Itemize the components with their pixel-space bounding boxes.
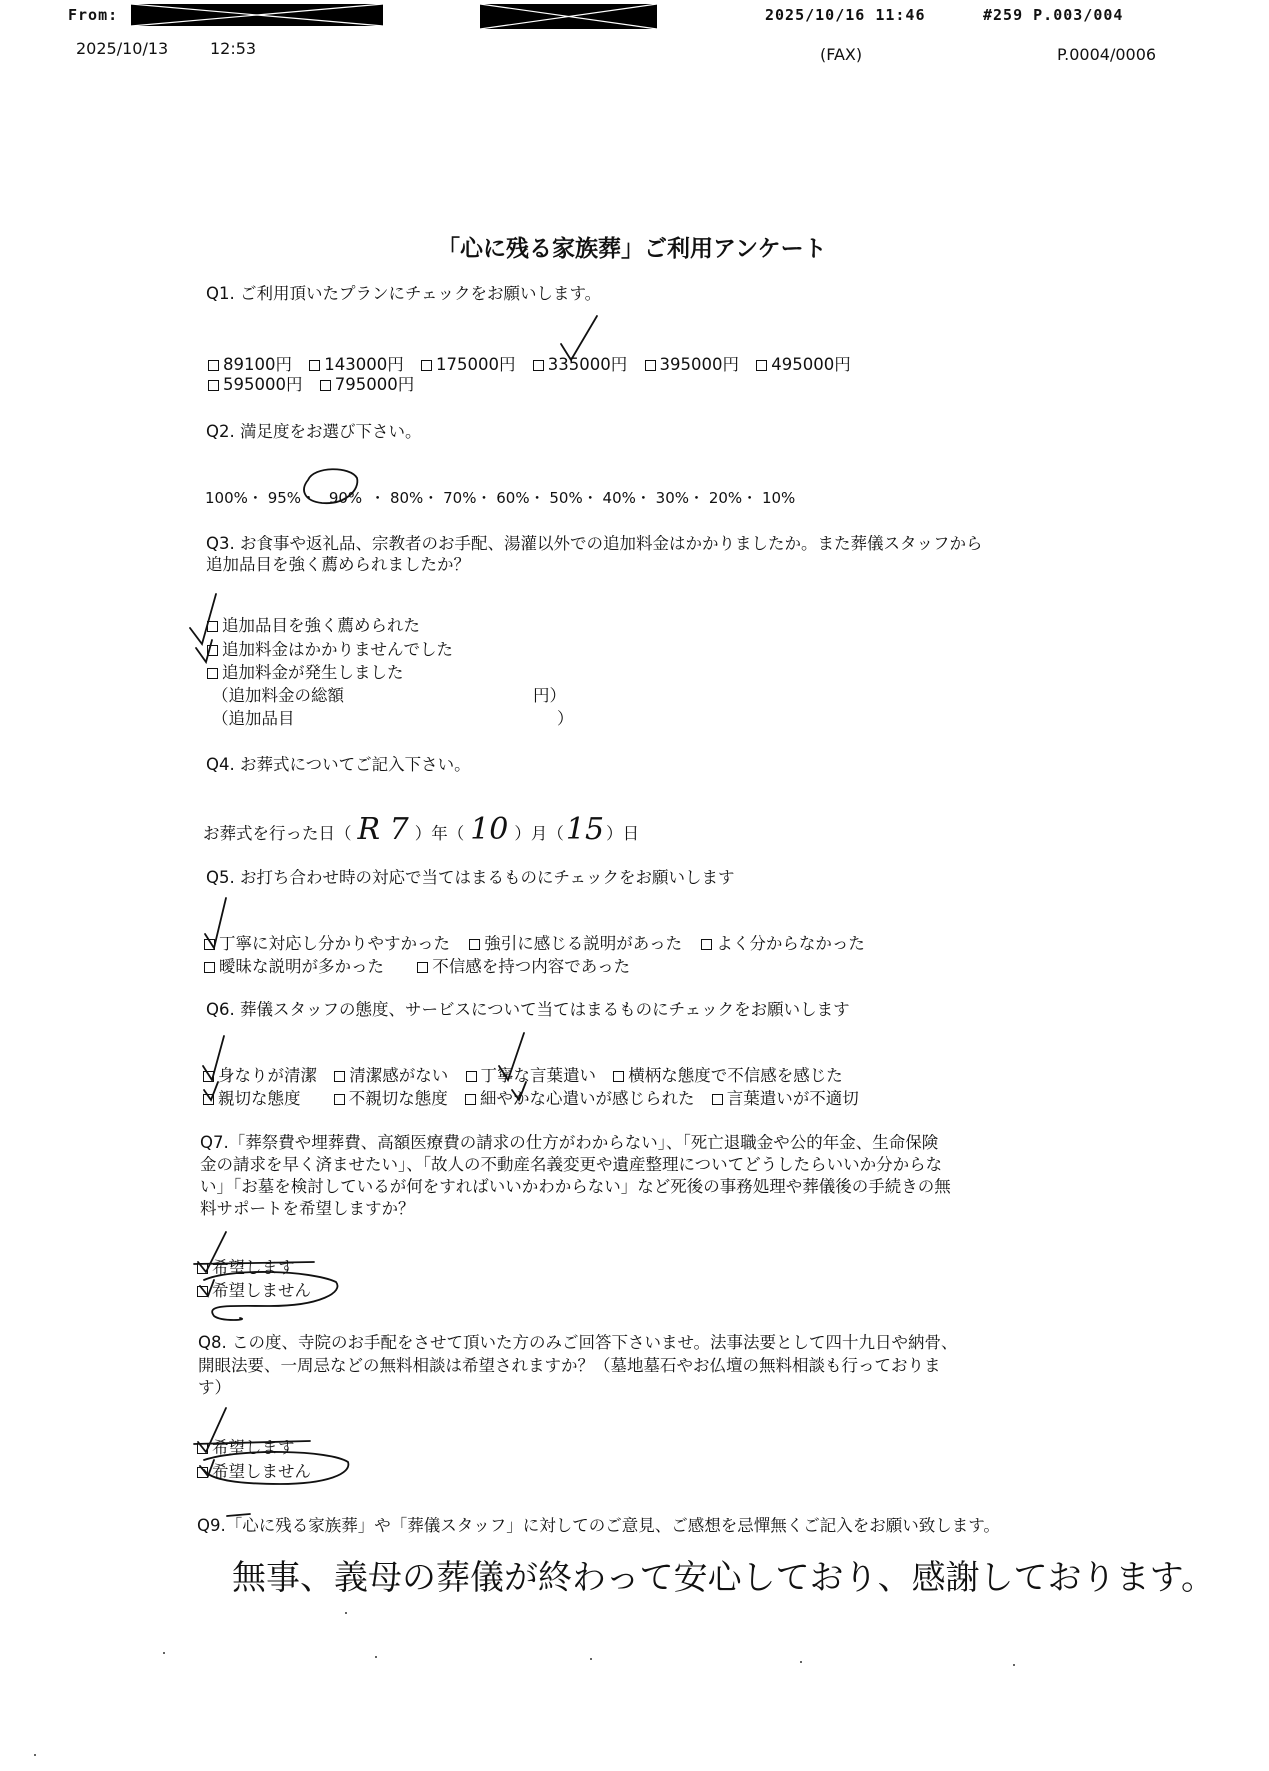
q9-question: Q9.「心に残る家族葬」や「葬儀スタッフ」に対してのご意見、ご感想を忌憚無くご記入をお願い致します。 [197,1516,1000,1535]
q3-option-checked[interactable]: 追加品目を強く薦められた [207,612,420,636]
check-mark-icon [499,1033,524,1080]
check-mark-icon [198,1408,226,1452]
fax-label: (FAX) [820,45,863,64]
check-mark-icon [205,898,226,948]
q6-option[interactable]: 言葉遣いが不適切 [712,1089,859,1108]
scan-speck [345,1612,347,1614]
check-mark-icon [203,1036,224,1080]
scan-speck [163,1652,165,1654]
check-mark-icon [190,594,216,644]
strike-line-icon [227,1514,250,1516]
q2-option[interactable]: 95% [267,489,302,507]
q6-option[interactable]: 横柄な態度で不信感を感じた [613,1066,843,1085]
scan-speck [34,1754,36,1756]
q3-items-suffix: ） [557,709,574,728]
q7-question-line3: い」「お墓を検討しているが何をすればいいかわからない」など死後の事務処理や葬儀後の手続きの無 [200,1177,951,1196]
q3-total-suffix: 円） [533,686,566,705]
q8-question-line2: 開眼法要、一周忌などの無料相談は希望されますか？（墓地墓石やお仏壇の無料相談も行っておりま [198,1356,941,1375]
q3-question-line2: 追加品目を強く薦められましたか？ [206,555,470,574]
circle-mark-icon [304,469,357,503]
q7-question-line1: Q7.「葬祭費や埋葬費、高額医療費の請求の仕方がわからない」、「死亡退職金や公的年金、生命保険 [200,1133,939,1152]
q2-option[interactable]: 40% [602,489,636,507]
q6-option-checked[interactable]: 細やかな心遣いが感じられた [465,1089,695,1108]
q3-question-line1: Q3. お食事や返礼品、宗教者のお手配、湯灌以外での追加料金はかかりましたか。また葬儀スタッフから [206,534,983,553]
q7-question-line4: 料サポートを希望しますか？ [200,1199,415,1218]
q1-option[interactable]: 175000円 [421,355,516,374]
q2-option-selected[interactable]: 90% [328,489,363,507]
q2-question: Q2. 満足度をお選び下さい。 [206,422,422,441]
q4-year-value[interactable]: R 7 [357,812,409,847]
q1-option[interactable]: 89100円 [208,355,292,374]
q8-question-line1: Q8. この度、寺院のお手配をさせて頂いた方のみご回答下さいませ。法事法要として四十九日や納骨、 [198,1333,958,1352]
q1-option[interactable]: 495000円 [756,355,851,374]
q3-items-label: （追加品目 [212,709,295,728]
q5-option[interactable]: 不信感を持つ内容であった [417,957,630,976]
q2-scale: 100%・ 95%・ 90% ・ 80%・ 70%・ 60%・ 50%・ 40%・ 30%・ 20%・ 10% [205,489,796,507]
check-mark-icon [204,1082,218,1100]
q6-option-checked[interactable]: 親切な態度 [203,1089,301,1108]
q3-total-label: （追加料金の総額 [212,686,344,705]
q8-option-selected[interactable]: 希望しません [197,1458,311,1482]
q2-option[interactable]: 10% [761,489,796,507]
q8-option[interactable]: 希望します [197,1434,295,1458]
q4-day-value[interactable]: 15 [565,812,605,847]
q2-option[interactable]: 20% [708,489,743,507]
q7-option[interactable]: 希望します [197,1254,295,1278]
scan-speck [1013,1664,1015,1666]
check-mark-icon [200,1280,214,1296]
q1-question: Q1. ご利用頂いたプランにチェックをお願いします。 [206,284,602,303]
q6-option[interactable]: 不親切な態度 [334,1089,448,1108]
sub-page-info: P.0004/0006 [1057,45,1157,64]
q2-option[interactable]: 50% [549,489,583,507]
q4-month-value[interactable]: 10 [470,812,509,847]
q5-option[interactable]: よく分からなかった [701,934,865,953]
q5-option-checked[interactable]: 丁寧に対応し分かりやすかった [204,934,450,953]
circle-mark-icon [204,1452,348,1484]
fax-received-datetime: 2025/10/16 11:46 [765,6,926,24]
q1-option[interactable]: 595000円 [208,375,303,394]
strike-line-icon [194,1262,314,1264]
q4-question: Q4. お葬式についてご記入下さい。 [206,755,471,774]
q5-option[interactable]: 曖昧な説明が多かった [204,957,384,976]
q6-option-checked[interactable]: 丁寧な言葉遣い [466,1066,597,1085]
q5-option[interactable]: 強引に感じる説明があった [469,934,682,953]
q5-question: Q5. お打ち合わせ時の対応で当てはまるものにチェックをお願いします [206,868,735,887]
check-mark-icon [561,316,597,360]
circle-mark-icon [204,1272,338,1320]
q3-option[interactable]: 追加料金が発生しました [207,659,404,683]
check-mark-icon [198,1232,226,1272]
q8-question-line3: す） [198,1378,231,1397]
q2-option[interactable]: 100% [205,489,248,507]
q2-option[interactable]: 60% [496,489,530,507]
q1-option[interactable]: 795000円 [320,375,415,394]
q3-option-checked[interactable]: 追加料金はかかりませんでした [207,636,453,660]
survey-title: 「心に残る家族葬」ご利用アンケート [437,236,827,262]
scan-speck [800,1661,802,1663]
q4-funeral-date: お葬式を行った日（ R 7 ）年（ 10 ）月（15 ）日 [203,812,640,847]
scan-speck [375,1656,377,1658]
q1-option[interactable]: 143000円 [309,355,404,374]
check-mark-icon [196,640,212,662]
q1-option-checked[interactable]: 335000円 [533,355,628,374]
q2-option[interactable]: 30% [655,489,690,507]
scan-speck [590,1658,592,1660]
q6-question: Q6. 葬儀スタッフの態度、サービスについて当てはまるものにチェックをお願いします [206,1000,850,1019]
fax-page-info: #259 P.003/004 [983,6,1124,24]
q2-option[interactable]: 70% [443,489,477,507]
check-mark-icon [512,1082,526,1100]
q9-handwritten-answer[interactable]: 無事、義母の葬儀が終わって安心しており、感謝しております。 [232,1558,1215,1598]
q1-option[interactable]: 395000円 [645,355,740,374]
q7-question-line2: 金の請求を早く済ませたい」、「故人の不動産名義変更や遺産整理についてどうしたらいいか分からな [200,1155,943,1174]
q6-option[interactable]: 清潔感がない [334,1066,448,1085]
q2-option[interactable]: 80% [389,489,424,507]
sent-time: 12:53 [210,39,257,58]
q6-option-checked[interactable]: 身なりが清潔 [203,1066,317,1085]
fax-from-label: From: [68,6,119,24]
sent-date: 2025/10/13 [76,39,169,58]
q7-option-selected[interactable]: 希望しません [197,1277,311,1301]
